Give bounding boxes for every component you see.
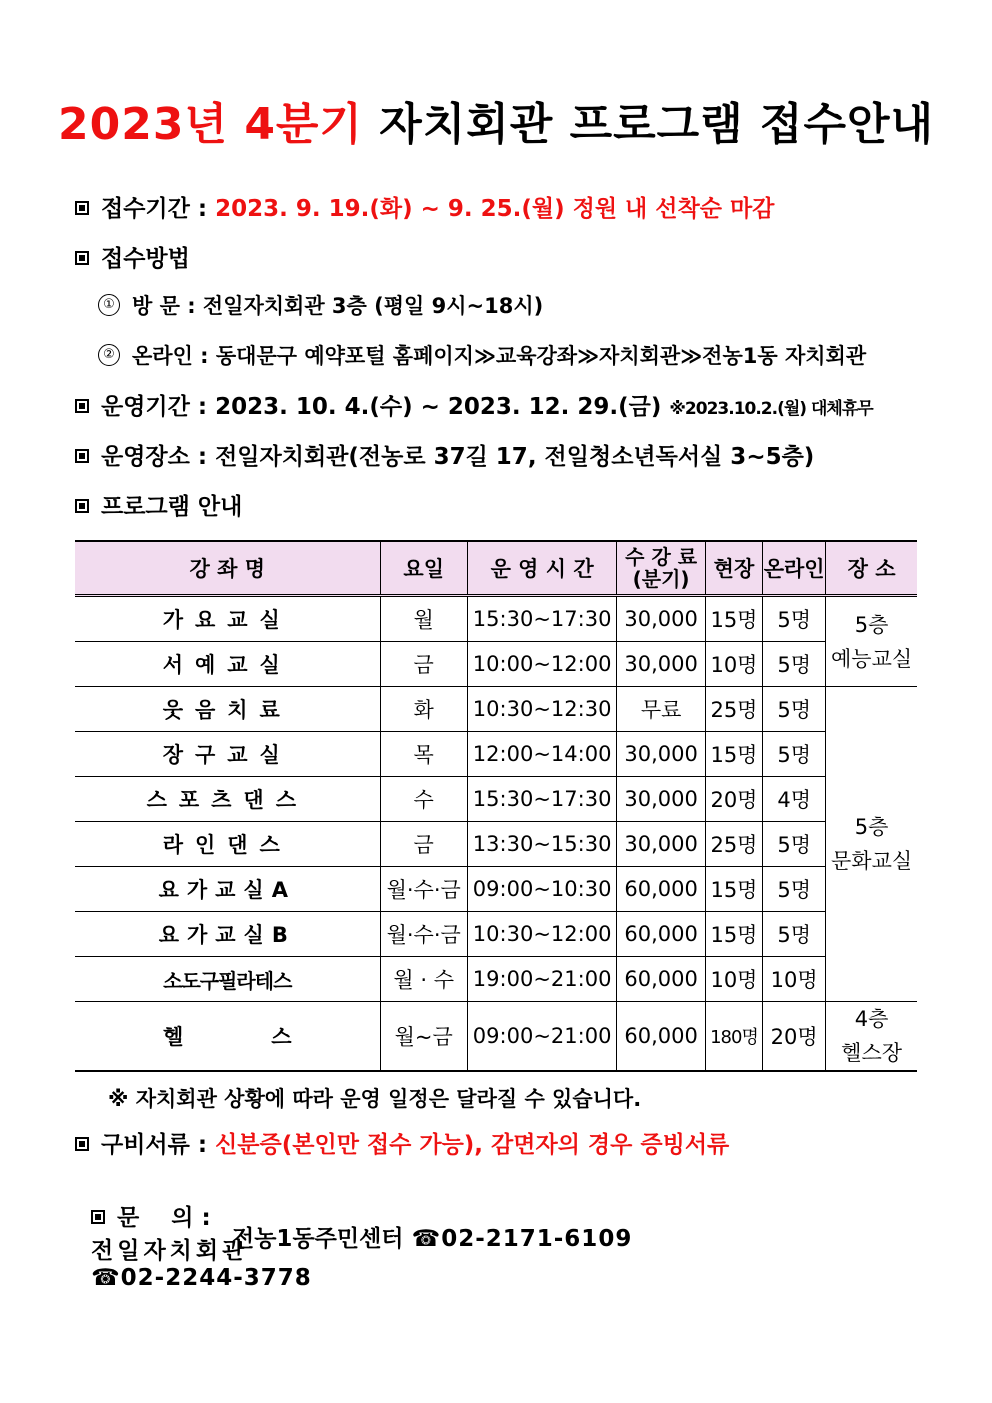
cell-online: 5명 bbox=[763, 732, 826, 777]
place-room: 예능교실 bbox=[831, 646, 913, 671]
cell-course: 라인댄스 bbox=[75, 822, 380, 867]
cell-day: 월 bbox=[380, 596, 467, 642]
cell-day: 수 bbox=[380, 777, 467, 822]
cell-fee: 60,000 bbox=[617, 867, 705, 912]
method-visit bbox=[98, 290, 543, 320]
square-bullet-icon bbox=[91, 1210, 105, 1224]
method-visit-value: 전일자치회관 3층 (평일 9시~18시) bbox=[202, 294, 544, 318]
cell-course: 서예교실 bbox=[75, 642, 380, 687]
table-row bbox=[75, 912, 917, 957]
header-fee bbox=[617, 541, 705, 596]
table-row bbox=[75, 596, 917, 642]
cell-time: 09:00~21:00 bbox=[467, 1002, 617, 1072]
cell-fee: 60,000 bbox=[617, 957, 705, 1002]
header-fee-line2: (분기) bbox=[632, 567, 690, 591]
cell-onsite: 15명 bbox=[705, 596, 762, 642]
cell-fee: 30,000 bbox=[617, 596, 705, 642]
cell-day: 월·수·금 bbox=[380, 912, 467, 957]
cell-onsite: 15명 bbox=[705, 912, 762, 957]
cell-course: 장구교실 bbox=[75, 732, 380, 777]
table-row bbox=[75, 822, 917, 867]
square-bullet-icon bbox=[75, 449, 89, 463]
cell-course: 스포츠댄스 bbox=[75, 777, 380, 822]
cell-time: 10:30~12:30 bbox=[467, 687, 617, 732]
cell-onsite: 15명 bbox=[705, 732, 762, 777]
cell-online: 4명 bbox=[763, 777, 826, 822]
documents-line bbox=[75, 1126, 729, 1159]
square-bullet-icon bbox=[75, 1137, 89, 1151]
cell-time: 10:30~12:00 bbox=[467, 912, 617, 957]
cell-online: 5명 bbox=[763, 822, 826, 867]
table-row bbox=[75, 1002, 917, 1072]
method-line bbox=[75, 240, 190, 273]
cell-online: 5명 bbox=[763, 867, 826, 912]
cell-day: 금 bbox=[380, 642, 467, 687]
header-course: 강 좌 명 bbox=[75, 541, 380, 596]
page-title bbox=[0, 88, 992, 152]
period-value: 2023. 9. 19.(화) ~ 9. 25.(월) 정원 내 선착순 마감 bbox=[215, 196, 775, 222]
cell-time: 15:30~17:30 bbox=[467, 596, 617, 642]
inquiry-name-2: 전농1동주민센터 bbox=[232, 1226, 404, 1252]
cell-fee: 60,000 bbox=[617, 912, 705, 957]
operation-note: ※2023.10.2.(월) 대체휴무 bbox=[669, 399, 873, 419]
cell-online: 5명 bbox=[763, 596, 826, 642]
period-line bbox=[75, 190, 774, 223]
cell-course: 요가교실A bbox=[75, 867, 380, 912]
inquiry-name-1: 전일자치회관 bbox=[91, 1238, 249, 1264]
cell-online: 20명 bbox=[763, 1002, 826, 1072]
cell-day: 월 · 수 bbox=[380, 957, 467, 1002]
place-room: 문화교실 bbox=[831, 849, 913, 873]
cell-course: 소도구필라테스 bbox=[75, 957, 380, 1002]
cell-time: 10:00~12:00 bbox=[467, 642, 617, 687]
venue-value: 전일자치회관(전농로 37길 17, 전일청소년독서실 3~5층) bbox=[215, 444, 815, 470]
cell-time: 12:00~14:00 bbox=[467, 732, 617, 777]
cell-course: 요가교실B bbox=[75, 912, 380, 957]
cell-course: 헬스 bbox=[75, 1002, 380, 1072]
table-row bbox=[75, 642, 917, 687]
cell-course: 가요교실 bbox=[75, 596, 380, 642]
cell-place bbox=[826, 596, 917, 687]
method-online-value: 동대문구 예약포털 홈페이지≫교육강좌≫자치회관≫전농1동 자치회관 bbox=[215, 344, 867, 368]
cell-time: 09:00~10:30 bbox=[467, 867, 617, 912]
place-room: 헬스장 bbox=[841, 1041, 903, 1065]
cell-place bbox=[826, 1002, 917, 1072]
method-visit-label: 방 문 : bbox=[132, 294, 196, 318]
program-table bbox=[75, 540, 917, 1072]
inquiry-phone-2: ☎02-2171-6109 bbox=[411, 1226, 633, 1252]
program-label: 프로그램 안내 bbox=[101, 494, 243, 520]
cell-day: 금 bbox=[380, 822, 467, 867]
cell-place bbox=[826, 687, 917, 1002]
cell-onsite: 20명 bbox=[705, 777, 762, 822]
table-row bbox=[75, 777, 917, 822]
header-time: 운 영 시 간 bbox=[467, 541, 617, 596]
cell-online: 10명 bbox=[763, 957, 826, 1002]
cell-fee: 60,000 bbox=[617, 1002, 705, 1072]
cell-fee: 30,000 bbox=[617, 777, 705, 822]
inquiry-phone-1: ☎02-2244-3778 bbox=[91, 1265, 312, 1291]
cell-fee: 30,000 bbox=[617, 642, 705, 687]
cell-time: 13:30~15:30 bbox=[467, 822, 617, 867]
cell-day: 목 bbox=[380, 732, 467, 777]
documents-label: 구비서류 : bbox=[101, 1132, 208, 1158]
inquiry-label: 문 의 : bbox=[117, 1205, 211, 1231]
title-black-part: 자치회관 프로그램 접수안내 bbox=[379, 99, 934, 150]
cell-onsite: 25명 bbox=[705, 822, 762, 867]
square-bullet-icon bbox=[75, 251, 89, 265]
square-bullet-icon bbox=[75, 499, 89, 513]
square-bullet-icon bbox=[75, 399, 89, 413]
period-label: 접수기간 : bbox=[101, 196, 208, 222]
method-label: 접수방법 bbox=[101, 246, 190, 272]
cell-onsite: 25명 bbox=[705, 687, 762, 732]
cell-onsite: 15명 bbox=[705, 867, 762, 912]
inquiry-line-2 bbox=[232, 1220, 632, 1253]
cell-fee: 30,000 bbox=[617, 822, 705, 867]
venue-line bbox=[75, 438, 814, 471]
cell-online: 5명 bbox=[763, 912, 826, 957]
circled-number-icon: ② bbox=[98, 344, 120, 366]
place-floor: 5층 bbox=[854, 815, 889, 839]
cell-course: 웃음치료 bbox=[75, 687, 380, 732]
header-place: 장 소 bbox=[826, 541, 917, 596]
title-red-part: 2023년 4분기 bbox=[58, 99, 363, 150]
header-onsite: 현장 bbox=[705, 541, 762, 596]
header-fee-line1: 수 강 료 bbox=[625, 545, 698, 569]
cell-time: 15:30~17:30 bbox=[467, 777, 617, 822]
operation-value: 2023. 10. 4.(수) ~ 2023. 12. 29.(금) bbox=[215, 394, 662, 420]
table-row bbox=[75, 867, 917, 912]
cell-online: 5명 bbox=[763, 687, 826, 732]
method-online bbox=[98, 340, 866, 370]
cell-day: 화 bbox=[380, 687, 467, 732]
square-bullet-icon bbox=[75, 201, 89, 215]
cell-fee: 무료 bbox=[617, 687, 705, 732]
program-line bbox=[75, 488, 242, 521]
cell-day: 월~금 bbox=[380, 1002, 467, 1072]
header-online: 온라인 bbox=[763, 541, 826, 596]
cell-day: 월·수·금 bbox=[380, 867, 467, 912]
circled-number-icon: ① bbox=[98, 294, 120, 316]
cell-fee: 30,000 bbox=[617, 732, 705, 777]
cell-onsite: 10명 bbox=[705, 957, 762, 1002]
cell-onsite: 180명 bbox=[705, 1002, 762, 1072]
cell-online: 5명 bbox=[763, 642, 826, 687]
header-day: 요일 bbox=[380, 541, 467, 596]
operation-label: 운영기간 : bbox=[101, 394, 208, 420]
notice-text: ※ 자치회관 상황에 따라 운영 일정은 달라질 수 있습니다. bbox=[108, 1087, 642, 1111]
table-row bbox=[75, 732, 917, 777]
table-row bbox=[75, 687, 917, 732]
method-online-label: 온라인 : bbox=[132, 344, 209, 368]
venue-label: 운영장소 : bbox=[101, 444, 208, 470]
place-floor: 5층 bbox=[854, 612, 889, 637]
place-floor: 4층 bbox=[854, 1007, 889, 1031]
cell-time: 19:00~21:00 bbox=[467, 957, 617, 1002]
cell-onsite: 10명 bbox=[705, 642, 762, 687]
table-header-row bbox=[75, 541, 917, 596]
table-row bbox=[75, 957, 917, 1002]
operation-line bbox=[75, 388, 873, 421]
documents-value: 신분증(본인만 접수 가능), 감면자의 경우 증빙서류 bbox=[215, 1132, 730, 1158]
